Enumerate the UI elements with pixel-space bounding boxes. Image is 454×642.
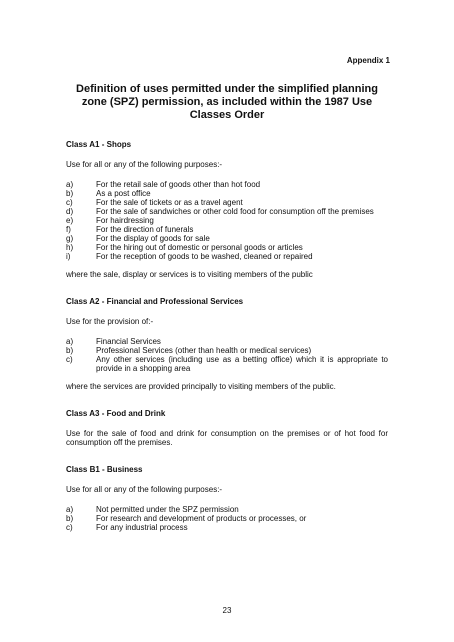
document-body	[66, 140, 388, 550]
list-text: Financial Services	[96, 337, 161, 346]
list-letter: f)	[66, 225, 71, 234]
section-intro: Use for all or any of the following purposes:-	[66, 160, 223, 169]
list-item	[66, 346, 388, 355]
list-text: For the sale of tickets or as a travel agent	[96, 198, 243, 207]
list-text: For the hiring out of domestic or personal goods or articles	[96, 243, 303, 252]
section-heading: Class A1 - Shops	[66, 140, 132, 149]
list-item	[66, 252, 388, 261]
section-heading: Class A3 - Food and Drink	[66, 409, 166, 418]
list-item	[66, 514, 388, 523]
list-letter: h)	[66, 243, 74, 252]
list-letter: d)	[66, 207, 74, 216]
section-outro: where the services are provided principally to visiting members of the public.	[66, 382, 336, 391]
list-letter: a)	[66, 180, 74, 189]
list-item	[66, 337, 388, 346]
list-letter: c)	[66, 355, 73, 364]
section-intro: Use for the provision of:-	[66, 317, 154, 326]
list-item	[66, 505, 388, 514]
list-letter: e)	[66, 216, 74, 225]
list-text: For any industrial process	[96, 523, 188, 532]
section-heading: Class A2 - Financial and Professional Services	[66, 297, 244, 306]
section-class-a1	[66, 140, 388, 279]
list-item	[66, 355, 388, 373]
purpose-list	[66, 337, 388, 373]
page-number: 23	[222, 606, 232, 615]
document-title: Definition of uses permitted under the simplified planning zone (SPZ) permission, as included within the 1987 Use Classes Order	[76, 83, 378, 121]
list-text: Not permitted under the SPZ permission	[96, 505, 239, 514]
list-item	[66, 243, 388, 252]
list-item	[66, 523, 388, 532]
list-item	[66, 189, 388, 198]
list-item	[66, 207, 388, 216]
list-letter: a)	[66, 505, 74, 514]
list-text: For the reception of goods to be washed, cleaned or repaired	[96, 252, 313, 261]
list-text: For the display of goods for sale	[96, 234, 210, 243]
list-item	[66, 216, 388, 225]
purpose-list	[66, 180, 388, 261]
section-intro: Use for all or any of the following purposes:-	[66, 485, 223, 494]
list-item	[66, 198, 388, 207]
list-item	[66, 234, 388, 243]
list-text: Any other services (including use as a betting office) which it is appropriate to provide in a shopping area	[96, 355, 388, 373]
section-outro: where the sale, display or services is to visiting members of the public	[66, 270, 313, 279]
list-text: For hairdressing	[96, 216, 154, 225]
list-letter: b)	[66, 346, 74, 355]
list-item	[66, 225, 388, 234]
list-text: For the sale of sandwiches or other cold food for consumption off the premises	[96, 207, 374, 216]
list-letter: c)	[66, 523, 73, 532]
section-class-b1	[66, 465, 388, 532]
section-heading: Class B1 - Business	[66, 465, 143, 474]
list-text: For the retail sale of goods other than hot food	[96, 180, 261, 189]
list-letter: g)	[66, 234, 74, 243]
list-letter: i)	[66, 252, 71, 261]
list-text: Professional Services (other than health or medical services)	[96, 346, 312, 355]
list-letter: c)	[66, 198, 73, 207]
section-intro: Use for the sale of food and drink for consumption on the premises or of hot food for consumption off the premises.	[66, 429, 388, 447]
list-letter: b)	[66, 514, 74, 523]
section-class-a3	[66, 409, 388, 447]
list-text: For the direction of funerals	[96, 225, 194, 234]
section-class-a2	[66, 297, 388, 391]
list-text: As a post office	[96, 189, 151, 198]
list-item	[66, 180, 388, 189]
purpose-list	[66, 505, 388, 532]
list-letter: b)	[66, 189, 74, 198]
list-text: For research and development of products or processes, or	[96, 514, 307, 523]
list-letter: a)	[66, 337, 74, 346]
appendix-label: Appendix 1	[346, 56, 390, 65]
